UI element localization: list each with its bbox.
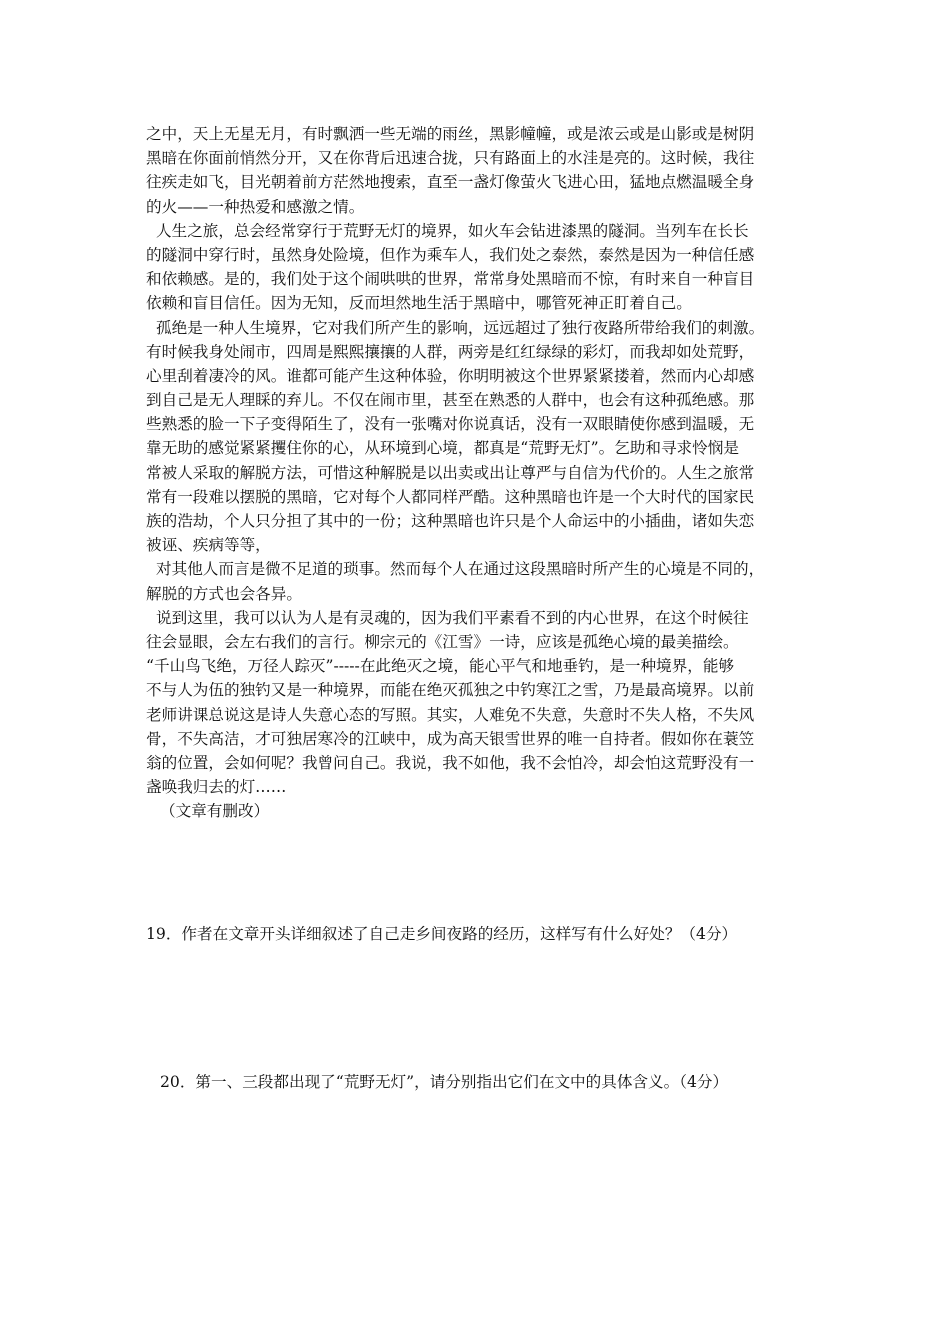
reading-passage	[146, 122, 816, 823]
passage-line: 解脱的方式也会各异。	[146, 584, 302, 603]
passage-line: 不与人为伍的独钓又是一种境界，而能在绝灭孤独之中钓寒江之雪，乃是最高境界。以前	[146, 681, 755, 700]
passage-line: 常被人采取的解脱方法，可惜这种解脱是以出卖或出让尊严与自信为代价的。人生之旅常	[146, 463, 755, 482]
passage-line: 被诬、疾病等等，	[146, 536, 271, 555]
passage-line: 往疾走如飞，目光朝着前方茫然地搜索，直至一盏灯像萤火飞进心田，猛地点燃温暖全身	[146, 173, 755, 192]
question-20: 20．第一、三段都出现了“荒野无灯”，请分别指出它们在文中的具体含义。（4分）	[160, 1073, 729, 1091]
passage-line: 骨，不失高洁，才可独居寒冷的江峡中，成为高天银雪世界的唯一自持者。假如你在蓑笠	[146, 729, 755, 748]
paragraph-start-line: 孤绝是一种人生境界，它对我们所产生的影响，远远超过了独行夜路所带给我们的刺激。	[156, 318, 765, 337]
source-note: （文章有删改）	[160, 802, 270, 821]
passage-line: 依赖和盲目信任。因为无知，反而坦然地生活于黑暗中，哪管死神正盯着自己。	[146, 294, 692, 313]
passage-line: 盏唤我归去的灯……	[146, 778, 287, 797]
question-19: 19．作者在文章开头详细叙述了自己走乡间夜路的经历，这样写有什么好处？（4分）	[146, 925, 738, 943]
passage-line: 之中，天上无星无月，有时飘洒一些无端的雨丝，黑影幢幢，或是浓云或是山影或是树阴	[146, 125, 755, 143]
passage-line: 往会显眼，会左右我们的言行。柳宗元的《江雪》一诗，应该是孤绝心境的最美描绘。	[146, 632, 739, 651]
passage-line: “千山鸟飞绝，万径人踪灭”-----在此绝灭之境，能心平气和地垂钓，是一种境界，能够	[146, 657, 735, 676]
paragraph-start-line: 对其他人而言是微不足道的琐事。然而每个人在通过这段黑暗时所产生的心境是不同的，	[156, 560, 765, 579]
passage-line: 心里刮着凄冷的风。谁都可能产生这种体验，你明明被这个世界紧紧搂着，然而内心却感	[146, 366, 755, 385]
passage-line: 黑暗在你面前悄然分开，又在你背后迅速合拢，只有路面上的水洼是亮的。这时候，我往	[146, 149, 755, 168]
passage-line: 的隧洞中穿行时，虽然身处险境，但作为乘车人，我们处之泰然，泰然是因为一种信任感	[146, 245, 755, 264]
passage-line: 老师讲课总说这是诗人失意心态的写照。其实，人难免不失意，失意时不失人格，不失风	[146, 705, 755, 724]
paragraph-start-line: 说到这里，我可以认为人是有灵魂的，因为我们平素看不到的内心世界，在这个时候往	[156, 608, 749, 627]
passage-line: 和依赖感。是的，我们处于这个闹哄哄的世界，常常身处黑暗而不惊，有时来自一种盲目	[146, 270, 755, 289]
passage-line: 有时候我身处闹市，四周是熙熙攘攘的人群，两旁是红红绿绿的彩灯，而我却如处荒野，	[146, 342, 755, 361]
passage-line: 族的浩劫，个人只分担了其中的一份；这种黑暗也许只是个人命运中的小插曲，诸如失恋	[146, 512, 755, 530]
passage-line: 到自己是无人理睬的弃儿。不仅在闹市里，甚至在熟悉的人群中，也会有这种孤绝感。那	[146, 391, 755, 410]
passage-line: 常有一段难以摆脱的黑暗，它对每个人都同样严酷。这种黑暗也许是一个大时代的国家民	[146, 487, 755, 506]
passage-line: 的火——一种热爱和感激之情。	[146, 197, 365, 216]
paragraph-start-line: 人生之旅，总会经常穿行于荒野无灯的境界，如火车会钻进漆黑的隧洞。当列车在长长	[156, 221, 749, 240]
passage-line: 翁的位置，会如何呢？我曾问自己。我说，我不如他，我不会怕冷，却会怕这荒野没有一	[146, 753, 755, 772]
passage-line: 靠无助的感觉紧紧攫住你的心，从环境到心境，都真是“荒野无灯”。乞助和寻求怜悯是	[146, 439, 739, 458]
passage-line: 些熟悉的脸一下子变得陌生了，没有一张嘴对你说真话，没有一双眼睛使你感到温暖，无	[146, 415, 755, 434]
